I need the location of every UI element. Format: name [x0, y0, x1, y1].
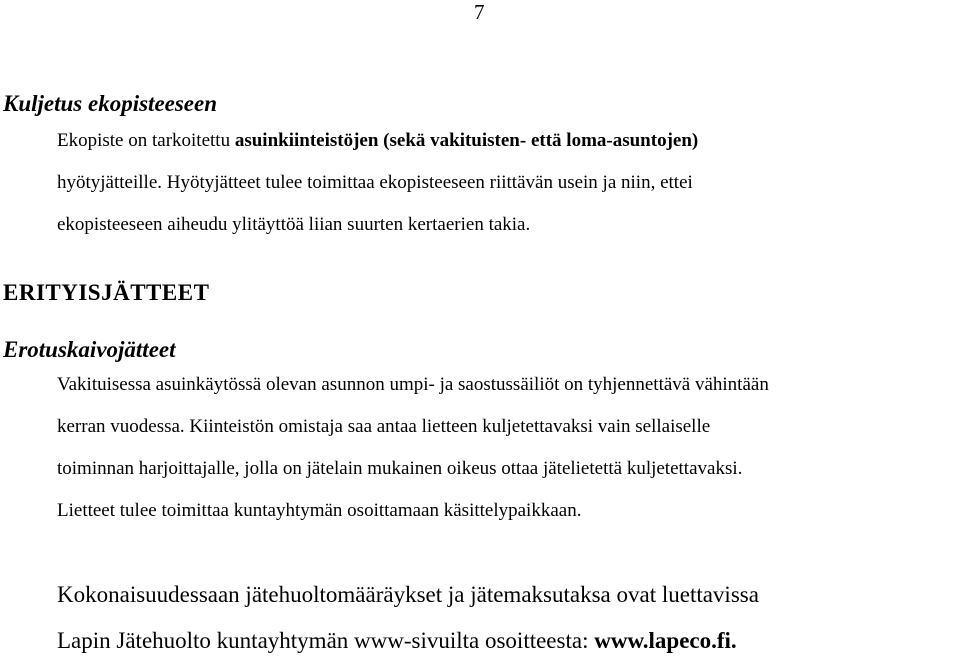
text-run: Ekopiste on tarkoitettu: [57, 130, 235, 151]
paragraph-line: [57, 120, 957, 162]
closing-line: [57, 618, 957, 664]
heading-erityisjatteet: ERITYISJÄTTEET: [3, 280, 210, 305]
closing-paragraph: [57, 572, 957, 664]
bold-text: asuinkiinteistöjen (sekä vakituisten- että loma-asuntojen): [234, 130, 699, 151]
paragraph-line: toiminnan harjoittajalle, jolla on jätelain mukainen oikeus ottaa jätelietettä kuljetettavaksi.: [57, 458, 743, 479]
heading-kuljetus-ekopisteeseen: Kuljetus ekopisteeseen: [3, 91, 218, 116]
closing-line: Kokonaisuudessaan jätehuoltomääräykset ja jätemaksutaksa ovat luettavissa: [57, 582, 759, 607]
paragraph-line: Vakituisessa asuinkäytössä olevan asunnon umpi- ja saostussäiliöt on tyhjennettävä vähintään: [57, 374, 769, 395]
paragraph-ekopiste: [57, 120, 957, 246]
text-run: Lapin Jätehuolto kuntayhtymän www-sivuilta osoitteesta:: [57, 628, 595, 653]
page-number: 7: [474, 0, 485, 24]
paragraph-line: hyötyjätteille. Hyötyjätteet tulee toimittaa ekopisteeseen riittävän usein ja niin, ettei: [57, 172, 693, 193]
paragraph-line: ekopisteeseen aiheudu ylitäyttöä liian suurten kertaerien takia.: [57, 214, 531, 235]
paragraph-line: Lietteet tulee toimittaa kuntayhtymän osoittamaan käsittelypaikkaan.: [57, 500, 582, 521]
paragraph-erotuskaivojatteet: [57, 364, 957, 532]
subheading-erotuskaivojatteet: Erotuskaivojätteet: [3, 337, 176, 362]
website-link[interactable]: www.lapeco.fi.: [594, 628, 737, 653]
paragraph-line: kerran vuodessa. Kiinteistön omistaja saa antaa lietteen kuljetettavaksi vain sellaiselle: [57, 416, 711, 437]
